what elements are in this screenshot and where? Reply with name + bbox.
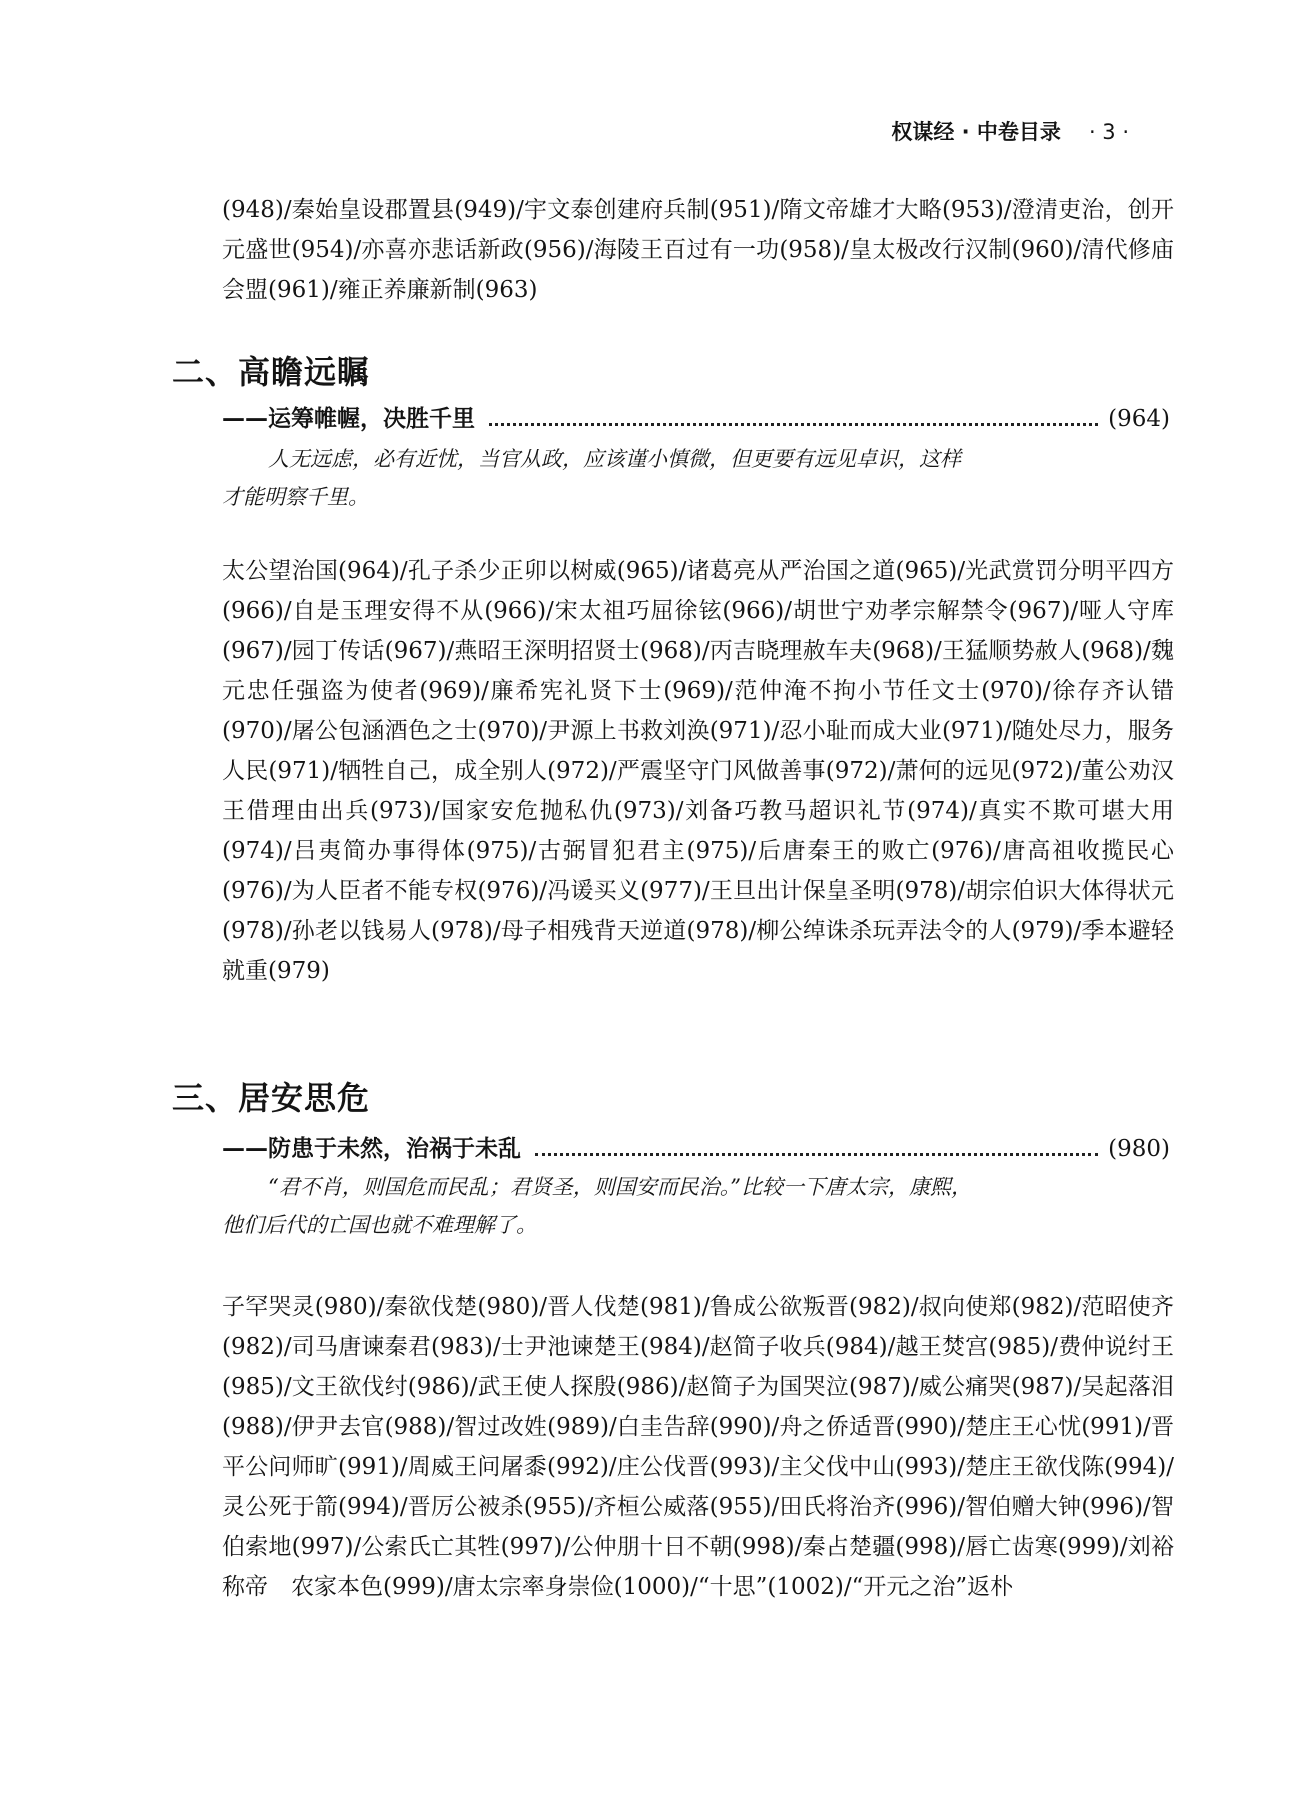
section-page-ref: (964) (1108, 406, 1170, 432)
intro-paragraph: (948)/秦始皇设郡置县(949)/宇文泰创建府兵制(951)/隋文帝雄才大略(953)/澄清吏治，创开元盛世(954)/亦喜亦悲话新政(956)/海陵王百过有一功(958)/皇太极改行汉制(960)/清代修庙会盟(961)/雍正养廉新制(963) (222, 197, 1174, 303)
section-title: 三、居安思危 (172, 1079, 371, 1117)
summary-line: “君不肖，则国危而民乱；君贤圣，则国安而民治。”比较一下唐太宗，康熙， (268, 1175, 972, 1199)
page-number: · 3 · (1088, 120, 1129, 144)
summary-line: 人无远虑，必有近忧，当官从政，应该谨小慎微，但更要有远见卓识，这样 (268, 447, 961, 471)
section-summary (222, 1168, 1102, 1244)
section-subtitle-row (222, 1130, 1170, 1164)
header-title: 权谋经 · 中卷目录 (891, 120, 1061, 144)
section-entries: 太公望治国(964)/孔子杀少正卯以树威(965)/诸葛亮从严治国之道(965)/光武赏罚分明平四方(966)/自是玉理安得不从(966)/宋太祖巧屈徐铉(966)/胡世宁劝孝宗解禁令(967)/哑人守库(967)/园丁传话(967)/燕昭王深明招贤士(968)/丙吉晓理赦车夫(968)/王猛顺势赦人(968)/魏元忠任强盗为使者(969)/廉希宪礼贤下士(969)/范仲淹不拘小节任文士(970)/徐存齐认错(970)/屠公包涵酒色之士(970)/尹源上书救刘涣(971)/忍小耻而成大业(971)/随处尽力，服务人民(971)/牺牲自己，成全别人(972)/严震坚守门风做善事(972)/萧何的远见(972)/董公劝汉王借理由出兵(973)/国家安危抛私仇(973)/刘备巧教马超识礼节(974)/真实不欺可堪大用(974)/吕夷简办事得体(975)/古弼冒犯君主(975)/后唐秦王的败亡(976)/唐高祖收揽民心(976)/为人臣者不能专权(976)/冯谖买义(977)/王旦出计保皇圣明(978)/胡宗伯识大体得状元(978)/孙老以钱易人(978)/母子相残背天逆道(978)/柳公绰诛杀玩弄法令的人(979)/季本避轻就重(979) (222, 558, 1174, 984)
section-subtitle-row (222, 400, 1170, 434)
section-entries: 子罕哭灵(980)/秦欲伐楚(980)/晋人伐楚(981)/鲁成公欲叛晋(982)/叔向使郑(982)/范昭使齐(982)/司马唐谏秦君(983)/士尹池谏楚王(984)/赵简子收兵(984)/越王焚宫(985)/费仲说纣王(985)/文王欲伐纣(986)/武王使人探殷(986)/赵简子为国哭泣(987)/威公痛哭(987)/吴起落泪(988)/伊尹去官(988)/智过改姓(989)/白圭告辞(990)/舟之侨适晋(990)/楚庄王心忧(991)/晋平公问师旷(991)/周威王问屠黍(992)/庄公伐晋(993)/主父伐中山(993)/楚庄王欲伐陈(994)/灵公死于箭(994)/晋厉公被杀(955)/齐桓公威落(955)/田氏将治齐(996)/智伯赠大钟(996)/智伯索地(997)/公索氏亡其牲(997)/公仲朋十日不朝(998)/秦占楚疆(998)/唇亡齿寒(999)/刘裕称帝 农家本色(999)/唐太宗率身崇俭(1000)/“十思”(1002)/“开元之治”返朴 (222, 1294, 1174, 1600)
section-summary (222, 440, 1102, 516)
section-subtitle: ——防患于未然，治祸于未乱 (222, 1136, 521, 1162)
running-header (891, 116, 1129, 146)
section-subtitle: ——运筹帷幄，决胜千里 (222, 406, 475, 432)
section-title: 二、高瞻远瞩 (172, 353, 371, 391)
summary-line: 他们后代的亡国也就不难理解了。 (222, 1213, 537, 1237)
section-page-ref: (980) (1108, 1136, 1170, 1162)
summary-line: 才能明察千里。 (222, 485, 369, 509)
dot-leader (489, 423, 1098, 426)
dot-leader (535, 1153, 1098, 1156)
